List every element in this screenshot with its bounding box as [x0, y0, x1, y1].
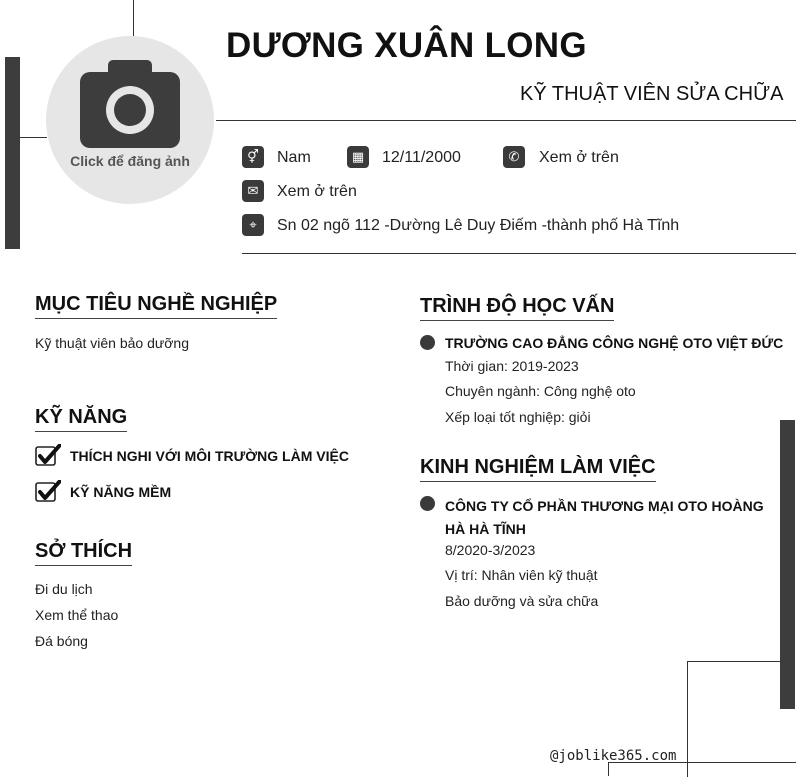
corner-frame-box	[687, 661, 781, 777]
gender-icon: ⚥	[242, 146, 264, 168]
education-heading: TRÌNH ĐỘ HỌC VẤN	[420, 295, 614, 321]
experience-duty: Bảo dưỡng và sửa chữa	[445, 593, 599, 609]
candidate-name: DƯƠNG XUÂN LONG	[226, 26, 587, 65]
school-name: TRƯỜNG CAO ĐẲNG CÔNG NGHỆ OTO VIỆT ĐỨC	[445, 335, 784, 351]
calendar-icon: ▦	[347, 146, 369, 168]
checkbox-checked-icon	[35, 444, 61, 466]
education-period: Thời gian: 2019-2023	[445, 358, 579, 374]
skill-item: KỸ NĂNG MỀM	[70, 484, 172, 500]
email-icon: ✉	[242, 180, 264, 202]
email-value: Xem ở trên	[277, 183, 357, 200]
birthday-value: 12/11/2000	[382, 149, 461, 166]
objective-heading: MỤC TIÊU NGHỀ NGHIỆP	[35, 293, 277, 319]
hobbies-heading: SỞ THÍCH	[35, 540, 132, 566]
hobby-item: Đi du lịch	[35, 581, 93, 597]
camera-icon	[80, 60, 180, 148]
education-major: Chuyên ngành: Công nghệ oto	[445, 383, 636, 399]
checkbox-checked-icon	[35, 480, 61, 502]
bullet-dot	[420, 335, 435, 350]
bullet-dot	[420, 496, 435, 511]
hobby-item: Xem thể thao	[35, 607, 119, 623]
gender-value: Nam	[277, 149, 311, 166]
education-grade: Xếp loại tốt nghiệp: giỏi	[445, 409, 591, 425]
location-icon: ⌖	[242, 214, 264, 236]
header-divider	[216, 120, 796, 121]
company-name: CÔNG TY CỔ PHẦN THƯƠNG MẠI OTO HOÀNG HÀ HÀ TĨNH	[445, 498, 764, 537]
phone-value: Xem ở trên	[539, 149, 619, 166]
contact-divider	[242, 253, 796, 254]
phone-icon: ✆	[503, 146, 525, 168]
experience-heading: KINH NGHIỆM LÀM VIỆC	[420, 456, 656, 482]
top-vertical-line	[133, 0, 134, 36]
skill-item: THÍCH NGHI VỚI MÔI TRƯỜNG LÀM VIỆC	[70, 448, 349, 464]
objective-text: Kỹ thuật viên bảo dưỡng	[35, 335, 189, 351]
corner-frame-tick	[608, 762, 609, 776]
hobby-item: Đá bóng	[35, 633, 88, 649]
experience-period: 8/2020-3/2023	[445, 542, 536, 558]
right-accent-bar	[780, 420, 795, 709]
job-title: KỸ THUẬT VIÊN SỬA CHỮA	[520, 83, 784, 105]
address-value: Sn 02 ngõ 112 -Dường Lê Duy Điếm -thành phố Hà Tĩnh	[277, 217, 680, 234]
left-horizontal-line	[20, 137, 47, 138]
skills-heading: KỸ NĂNG	[35, 406, 127, 432]
avatar-upload[interactable]	[46, 36, 214, 204]
avatar-upload-label: Click để đăng ảnh	[70, 153, 190, 169]
watermark-text: @joblike365.com	[550, 748, 677, 764]
experience-position: Vị trí: Nhân viên kỹ thuật	[445, 567, 598, 583]
left-accent-bar	[5, 57, 20, 249]
